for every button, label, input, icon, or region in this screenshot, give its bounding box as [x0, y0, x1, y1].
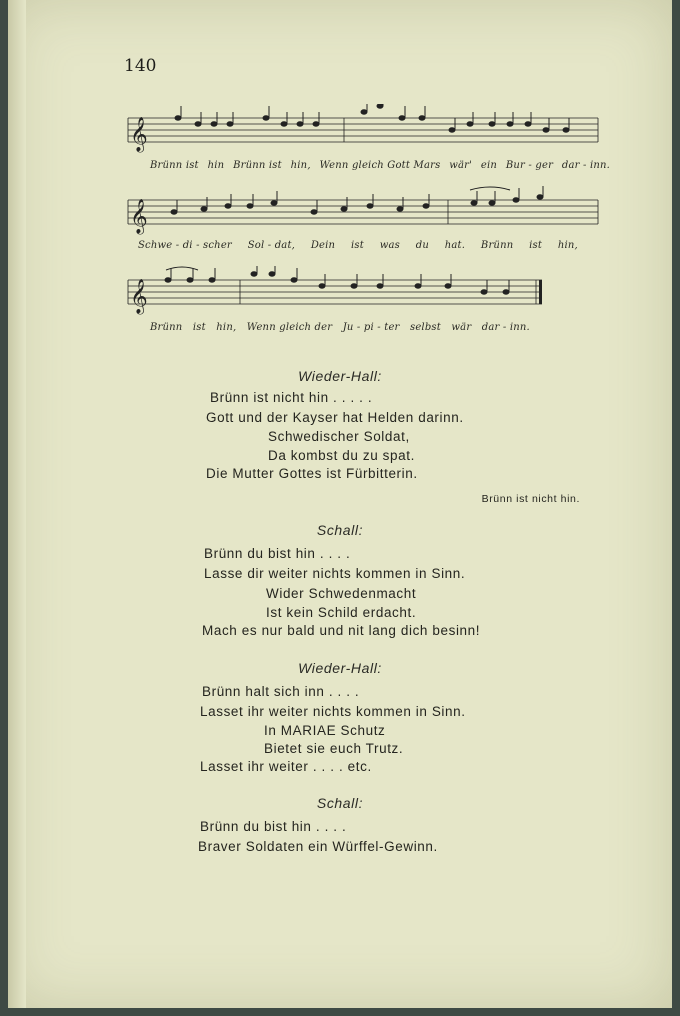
lyric-syllable: Bur - ger [505, 160, 554, 171]
lyric-syllable: du [415, 240, 429, 251]
verse-line: Ist kein Schild erdacht. [266, 605, 417, 620]
lyric-syllable: Wenn gleich der [246, 322, 333, 333]
verse-line: Die Mutter Gottes ist Fürbitterin. [206, 466, 418, 481]
lyric-syllable: ist [529, 240, 543, 251]
music-staff-3 [118, 266, 604, 316]
lyrics-line-2 [138, 240, 578, 262]
lyric-syllable: was [379, 240, 400, 251]
lyric-syllable: ein [480, 160, 498, 171]
lyric-syllable: Sol - dat, [247, 240, 296, 251]
verse-line: Lasset ihr weiter . . . . etc. [200, 759, 372, 774]
verse-line: Lasse dir weiter nichts kommen in Sinn. [204, 566, 466, 581]
lyric-syllable: selbst [409, 322, 441, 333]
verse-line: Da kombst du zu spat. [268, 448, 415, 463]
section-heading: Wieder-Hall: [298, 660, 382, 676]
verse-line: Lasset ihr weiter nichts kommen in Sinn. [200, 704, 466, 719]
verse-line: Bietet sie euch Trutz. [264, 741, 404, 756]
lyric-syllable: Brünn ist [150, 160, 199, 171]
verse-line: Wider Schwedenmacht [266, 586, 417, 601]
lyric-syllable: ist [192, 322, 206, 333]
lyric-syllable: ist [350, 240, 364, 251]
svg-text:𝄞: 𝄞 [130, 279, 148, 314]
lyrics-line-3 [150, 322, 530, 344]
section-heading: Wieder-Hall: [298, 368, 382, 384]
section-heading: Schall: [316, 795, 364, 811]
verse-line: In MARIAE Schutz [264, 723, 386, 738]
page-number: 140 [124, 56, 157, 76]
lyric-syllable: dar - inn. [481, 322, 530, 333]
section-signature: Brünn ist nicht hin. [481, 493, 580, 505]
verse-line: Mach es nur bald und nit lang dich besinn! [202, 623, 481, 638]
lyric-syllable: Dein [310, 240, 336, 251]
lyric-syllable: Brünn [150, 322, 183, 333]
lyric-syllable: wär [451, 322, 472, 333]
verse-line: Braver Soldaten ein Würffel-Gewinn. [198, 839, 438, 854]
staff-3-notation [118, 266, 604, 316]
verse-line: Brünn ist nicht hin . . . . . [210, 390, 373, 405]
lyric-syllable: hin, [557, 240, 578, 251]
lyric-syllable: Brünn ist [233, 160, 282, 171]
verse-line: Gott und der Kayser hat Helden darinn. [206, 410, 464, 425]
lyric-syllable: hin [207, 160, 225, 171]
staff-2-notation [118, 186, 604, 236]
lyric-syllable: Wenn gleich Gott Mars [319, 160, 441, 171]
music-staff-2 [118, 186, 604, 236]
music-staff-1 [118, 104, 604, 154]
verse-line: Schwedischer Soldat, [268, 429, 410, 444]
lyric-syllable: Schwe - di - scher [138, 240, 232, 251]
section-heading: Schall: [316, 522, 364, 538]
verse-line: Brünn du bist hin . . . . [204, 546, 351, 561]
lyrics-line-1 [150, 160, 610, 182]
lyric-syllable: hin, [216, 322, 237, 333]
lyric-syllable: wär' [449, 160, 473, 171]
lyric-syllable: hin, [290, 160, 311, 171]
lyric-syllable: hat. [444, 240, 466, 251]
svg-text:𝄞: 𝄞 [130, 199, 148, 234]
lyric-syllable: Ju - pi - ter [342, 322, 400, 333]
lyric-syllable: dar - inn. [561, 160, 610, 171]
page-spine-shadow [8, 0, 26, 1008]
staff-1-notation [118, 104, 604, 154]
lyric-syllable: Brünn [480, 240, 514, 251]
verse-line: Brünn halt sich inn . . . . [202, 684, 360, 699]
verse-line: Brünn du bist hin . . . . [200, 819, 347, 834]
svg-text:𝄞: 𝄞 [130, 117, 148, 152]
